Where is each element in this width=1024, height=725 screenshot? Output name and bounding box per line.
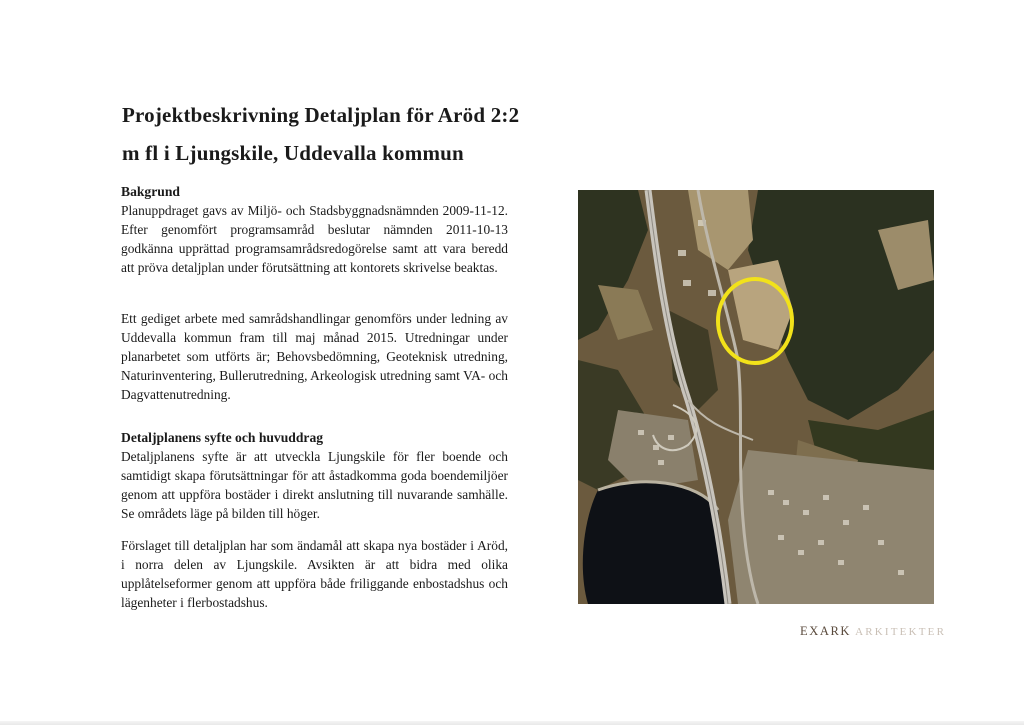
paragraph-syfte-2-wrap — [121, 536, 508, 612]
section-bakgrund — [121, 182, 508, 277]
exark-logo — [800, 624, 946, 639]
aerial-photo — [578, 190, 934, 604]
paragraph-bakgrund-1: Planuppdraget gavs av Miljö- och Stadsbyggnadsnämnden 2009-11-12. Efter genomfört programsamråd beslutar nämnden 2011-10-13 godkänna upprättad programsamrådsredogörelse samt att vara beredd att pröva detaljplan under förutsättning att kontorets skrivelse beaktas. — [121, 203, 508, 275]
heading-syfte: Detaljplanens syfte och huvuddrag — [121, 430, 324, 445]
paragraph-syfte-2: Förslaget till detaljplan har som ändamål att skapa nya bostäder i Aröd, i norra delen av Ljungskile. Avsikten är att bidra med olika upplåtelseformer genom att uppföra både friliggande enbostadshus och lägenheter i flerbostadshus. — [121, 538, 508, 610]
logo-arkitekter: ARKITEKTER — [855, 626, 947, 638]
page-title — [122, 96, 682, 172]
paragraph-syfte-1: Detaljplanens syfte är att utveckla Ljungskile för fler boende och samtidigt skapa förutsättningar för att åstadkomma goda boendemiljöer genom att uppföra bostäder i direkt anslutning till nuvarande samhälle. Se områdets läge på bilden till höger. — [121, 449, 508, 521]
paragraph-bakgrund-2: Ett gediget arbete med samrådshandlingar genomförs under ledning av Uddevalla kommun fram till maj månad 2015. Utredningar under planarbetet som utförts är; Behovsbedömning, Geoteknisk utredning, Naturinventering, Bullerutredning, Arkeologisk utredning samt VA- och Dagvattenutredning. — [121, 311, 508, 402]
title-line-2: m fl i Ljungskile, Uddevalla kommun — [122, 141, 464, 165]
paragraph-bakgrund-2-wrap — [121, 309, 508, 404]
section-syfte — [121, 428, 508, 523]
heading-bakgrund: Bakgrund — [121, 184, 180, 199]
title-line-1: Projektbeskrivning Detaljplan för Aröd 2:2 — [122, 103, 520, 127]
page-bottom-edge — [0, 721, 1024, 725]
logo-exark: EXARK — [800, 624, 852, 638]
